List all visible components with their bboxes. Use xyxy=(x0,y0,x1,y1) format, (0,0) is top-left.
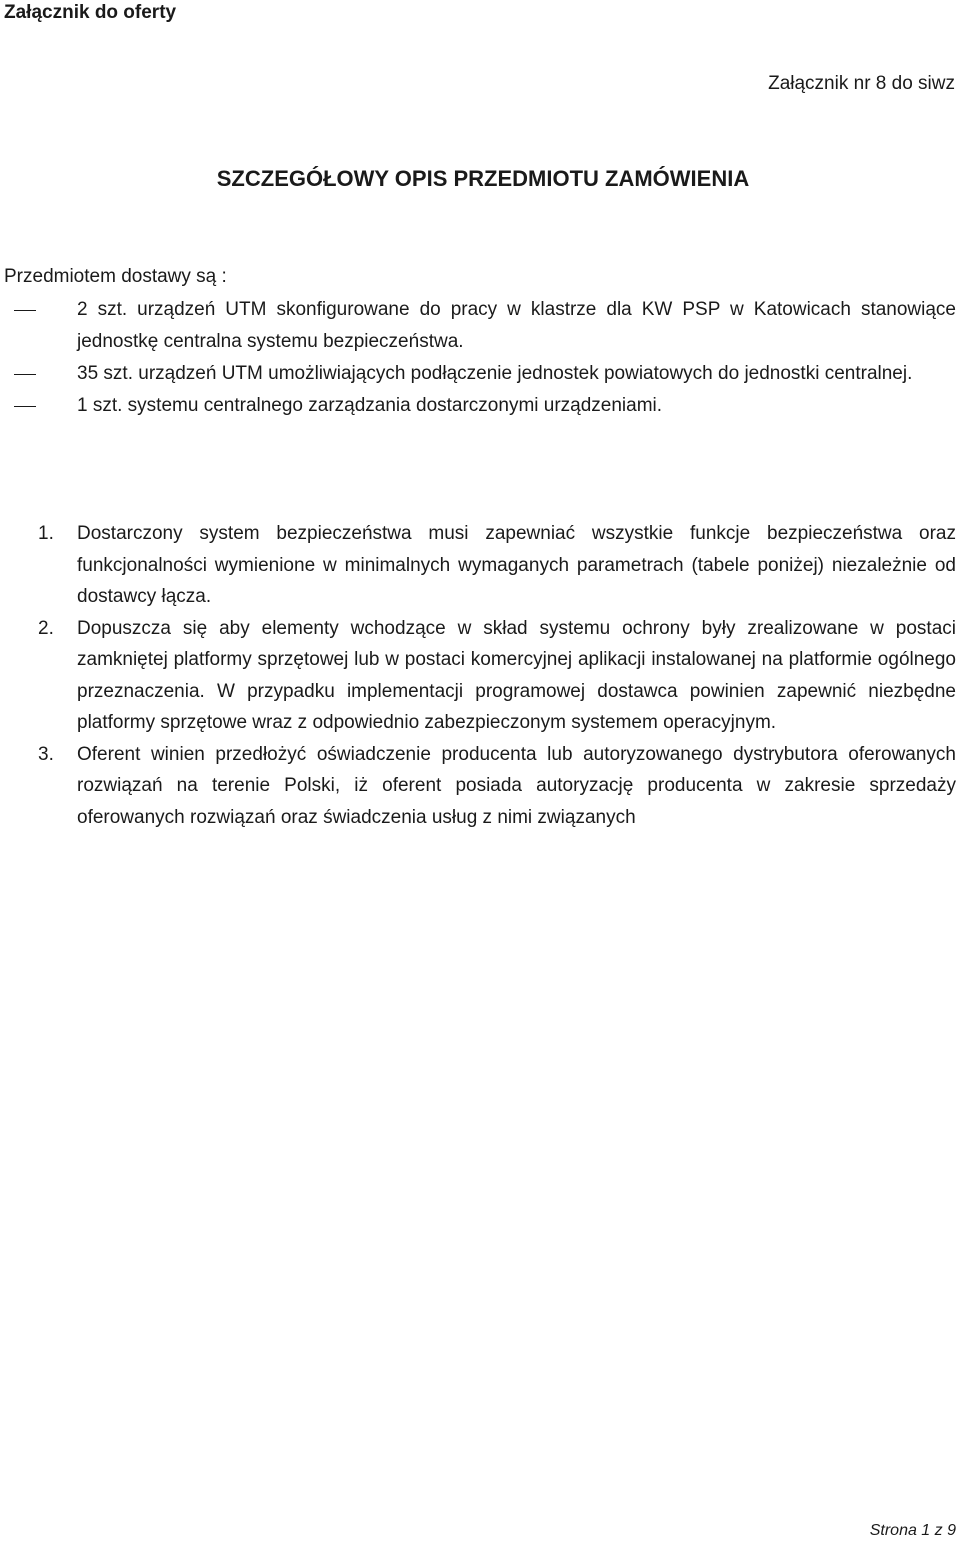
requirement-number: 2. xyxy=(38,617,54,639)
requirement-item xyxy=(0,518,960,613)
document-title: SZCZEGÓŁOWY OPIS PRZEDMIOTU ZAMÓWIENIA xyxy=(216,166,750,191)
list-item-text: 35 szt. urządzeń UTM umożliwiających podłączenie jednostek powiatowych do jednostki centralnej. xyxy=(77,363,913,384)
requirement-text: Dopuszcza się aby elementy wchodzące w skład systemu ochrony były zrealizowane w postaci zamkniętej platformy sprzętowej lub w postaci komercyjnej aplikacji instalowanej na platformie ogólnego przeznaczenia. W przypadku implementacji programowej dostawca powinien zapewnić niezbędne platformy sprzętowe wraz z odpowiednio zabezpieczonym systemem operacyjnym. xyxy=(77,617,956,733)
requirement-text: Dostarczony system bezpieczeństwa musi zapewniać wszystkie funkcje bezpieczeństwa oraz funkcjonalności wymienione w minimalnych wymaganych parametrach (tabele poniżej) niezależnie od dostawcy łącza. xyxy=(77,523,956,607)
list-item-text: 1 szt. systemu centralnego zarządzania dostarczonymi urządzeniami. xyxy=(77,395,663,416)
attachment-number: Załącznik nr 8 do siwz xyxy=(768,73,955,94)
dash-bullet-icon xyxy=(14,374,36,375)
attachment-label: Załącznik do oferty xyxy=(4,2,177,23)
dash-bullet-icon xyxy=(14,310,36,311)
list-item-text: 2 szt. urządzeń UTM skonfigurowane do pracy w klastrze dla KW PSP w Katowicach stanowiące jednostkę centralna systemu bezpieczeństwa. xyxy=(77,299,956,352)
list-item xyxy=(0,294,960,358)
requirement-text: Oferent winien przedłożyć oświadczenie producenta lub autoryzowanego dystrybutora oferowanych rozwiązań na terenie Polski, iż oferent posiada autoryzację producenta w zakresie sprzedaży oferowanych rozwiązań oraz świadczenia usług z nimi związanych xyxy=(77,743,956,828)
list-item xyxy=(0,390,960,422)
requirement-item xyxy=(0,739,960,834)
intro-text: Przedmiotem dostawy są : xyxy=(4,266,227,287)
requirement-number: 1. xyxy=(38,523,54,544)
dash-bullet-icon xyxy=(14,406,36,407)
requirement-number: 3. xyxy=(38,743,54,765)
list-item xyxy=(0,358,960,390)
delivery-items-list xyxy=(0,294,960,422)
requirements-list xyxy=(0,518,960,833)
requirement-item xyxy=(0,613,960,739)
page-number: Strona 1 z 9 xyxy=(869,1522,956,1539)
